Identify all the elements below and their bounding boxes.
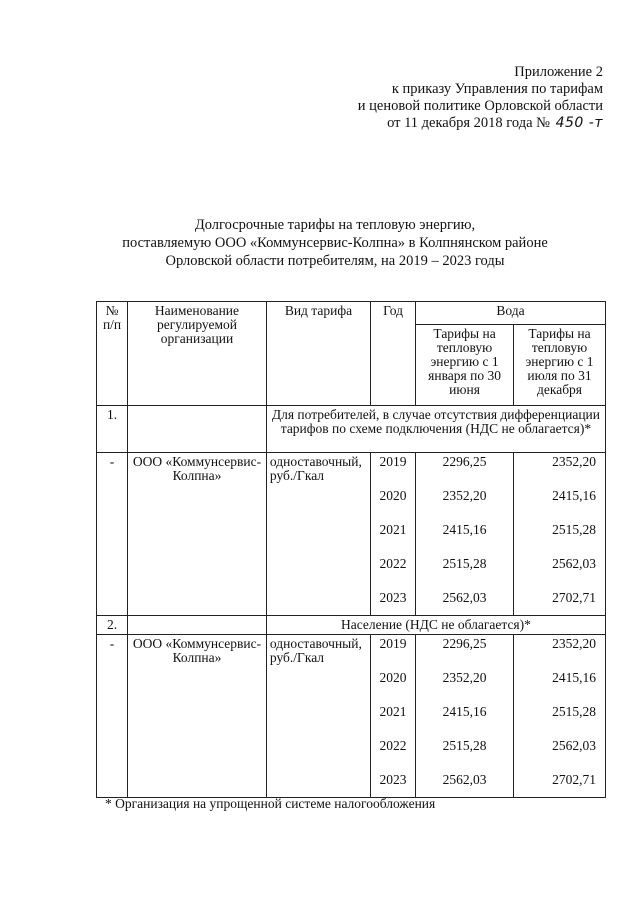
years-cell — [371, 453, 416, 616]
tariff-h1-cell — [416, 453, 514, 616]
tariff-h1-value: 2515,28 — [442, 556, 487, 571]
appendix-authority: и ценовой политике Орловской области — [357, 98, 603, 114]
appendix-order-ref: к приказу Управления по тарифам — [391, 81, 603, 97]
header-tariff-h1: Тарифы на тепловую энергию с 1 января по 30 июня — [416, 325, 514, 406]
header-water: Вода — [416, 302, 606, 325]
tariff-row — [97, 635, 606, 798]
header-num: № п/п — [97, 302, 128, 406]
header-year: Год — [371, 302, 416, 406]
header-org: Наименование регулируемой организации — [128, 302, 267, 406]
year-value: 2023 — [379, 590, 407, 605]
group-title: Население (НДС не облагается)* — [266, 616, 605, 635]
footnote: * Организация на упрощенной системе налогообложения — [105, 796, 436, 811]
group-number: 2. — [97, 616, 128, 635]
appendix-date-line — [358, 115, 603, 132]
year-value: 2022 — [379, 738, 407, 753]
title-line-1: Долгосрочные тарифы на тепловую энергию, — [194, 217, 476, 233]
group-empty-cell — [128, 616, 267, 635]
year-value: 2023 — [379, 772, 407, 787]
row-number: - — [97, 453, 128, 616]
tariff-h1-value: 2352,20 — [442, 488, 487, 503]
year-value: 2020 — [379, 488, 407, 503]
years-cell — [371, 635, 416, 798]
tariff-h2-cell — [514, 453, 606, 616]
appendix-header — [358, 64, 603, 132]
group-empty-cell — [128, 406, 267, 453]
tariff-h2-value: 2415,16 — [552, 488, 596, 503]
tariff-h1-value: 2352,20 — [442, 670, 487, 685]
order-number-handwritten: 450 -т — [555, 115, 603, 131]
tariff-h1-value: 2562,03 — [442, 772, 487, 787]
group-number: 1. — [97, 406, 128, 453]
year-value: 2019 — [379, 636, 407, 651]
appendix-title: Приложение 2 — [514, 64, 603, 80]
tariff-type: одноставочный, руб./Гкал — [266, 453, 370, 616]
tariff-h1-value: 2296,25 — [442, 636, 487, 651]
tariff-h2-value: 2415,16 — [552, 670, 596, 685]
tariff-h1-value: 2515,28 — [442, 738, 487, 753]
group-title-row — [97, 616, 606, 635]
row-number: - — [97, 635, 128, 798]
organization-name: ООО «Коммунсервис-Колпна» — [128, 635, 267, 798]
year-value: 2021 — [379, 522, 407, 537]
tariff-table — [96, 301, 606, 798]
tariff-h2-value: 2515,28 — [552, 522, 596, 537]
tariff-type: одноставочный, руб./Гкал — [266, 635, 370, 798]
year-value: 2020 — [379, 670, 407, 685]
tariff-h2-value: 2562,03 — [552, 556, 596, 571]
tariff-h2-value: 2352,20 — [552, 454, 596, 469]
tariff-h1-cell — [416, 635, 514, 798]
year-value: 2022 — [379, 556, 407, 571]
tariff-row — [97, 453, 606, 616]
appendix-date: от 11 декабря 2018 года № — [387, 115, 550, 131]
title-line-2: поставляемую ООО «Коммунсервис-Колпна» в Колпнянском районе — [122, 235, 548, 251]
tariff-h2-value: 2562,03 — [552, 738, 596, 753]
group-title: Для потребителей, в случае отсутствия дифференциации тарифов по схеме подключения (НДС не облагается)* — [266, 406, 605, 453]
header-row-1 — [97, 302, 606, 325]
tariff-h2-value: 2515,28 — [552, 704, 596, 719]
year-value: 2019 — [379, 454, 407, 469]
tariff-h2-value: 2352,20 — [552, 636, 596, 651]
tariff-h1-value: 2415,16 — [442, 704, 487, 719]
tariff-h1-value: 2415,16 — [442, 522, 487, 537]
year-value: 2021 — [379, 704, 407, 719]
group-title-row — [97, 406, 606, 453]
header-type: Вид тарифа — [266, 302, 370, 406]
tariff-h1-value: 2562,03 — [442, 590, 487, 605]
tariff-h2-cell — [514, 635, 606, 798]
tariff-h2-value: 2702,71 — [552, 772, 596, 787]
organization-name: ООО «Коммунсервис-Колпна» — [128, 453, 267, 616]
header-tariff-h2: Тарифы на тепловую энергию с 1 июля по 31 декабря — [514, 325, 606, 406]
document-title — [80, 216, 590, 270]
tariff-h1-value: 2296,25 — [442, 454, 487, 469]
tariff-h2-value: 2702,71 — [552, 590, 596, 605]
title-line-3: Орловской области потребителям, на 2019 – 2023 годы — [165, 253, 505, 269]
